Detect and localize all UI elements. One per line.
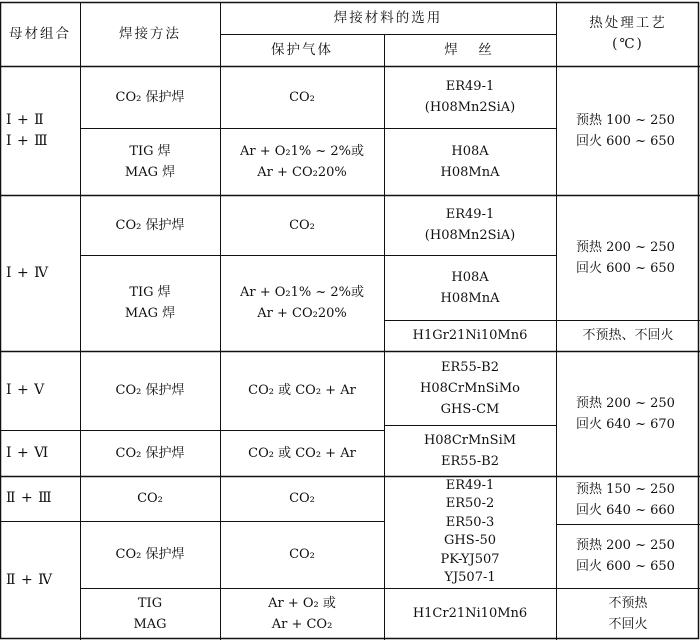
header-heat	[556, 2, 700, 66]
header-heat-line2: (℃)	[612, 36, 644, 52]
heat-text: 不预热、不回火	[582, 328, 674, 343]
gas-text: Ar + CO₂	[271, 616, 333, 632]
wire-text: (H08Mn2SiA)	[424, 228, 516, 243]
heat-text: 不预热	[608, 595, 648, 611]
heat-text: 不回火	[608, 616, 648, 632]
method-cell	[80, 66, 220, 128]
gas-cell	[220, 66, 384, 128]
method-cell	[80, 128, 220, 195]
wire-text: PK-YJ507	[440, 551, 500, 567]
gas-text: Ar + O₂1% ~ 2%或	[239, 143, 365, 159]
heat-cell	[556, 66, 700, 195]
wire-text: H08CrMnSiM	[423, 432, 517, 448]
combo-cell	[0, 195, 80, 351]
method-text: TIG 焊	[129, 143, 171, 159]
method-text: TIG 焊	[129, 285, 171, 300]
gas-cell	[220, 430, 384, 476]
method-text: CO₂ 保护焊	[115, 217, 185, 233]
header-material-group	[220, 2, 556, 34]
heat-cell	[556, 476, 700, 524]
gas-cell	[220, 128, 384, 195]
method-cell	[80, 195, 220, 255]
wire-cell	[384, 320, 556, 351]
combo-cell	[0, 351, 80, 430]
gas-text: CO₂ 或 CO₂ + Ar	[248, 445, 356, 461]
heat-text: 预热 200 ~ 250	[576, 395, 675, 411]
gas-cell	[220, 195, 384, 255]
header-gas-text: 保护气体	[271, 41, 333, 58]
gas-cell	[220, 476, 384, 521]
wire-cell	[384, 66, 556, 128]
wire-text: H08MnA	[440, 164, 500, 180]
combo-text: Ⅰ + Ⅲ	[6, 132, 49, 149]
wire-cell	[384, 128, 556, 195]
method-cell	[80, 521, 220, 588]
heat-text: 预热 200 ~ 250	[576, 239, 675, 255]
heat-text: 回火 640 ~ 660	[576, 503, 675, 518]
combo-text: Ⅰ + Ⅳ	[6, 264, 49, 281]
wire-text: H08A	[451, 143, 489, 159]
combo-cell	[0, 476, 80, 521]
wire-text: H1Cr21Ni10Mn6	[412, 606, 528, 621]
gas-text: CO₂ 或 CO₂ + Ar	[248, 383, 356, 398]
wire-text: ER55-B2	[440, 359, 500, 375]
method-cell	[80, 351, 220, 430]
header-heat-line1: 热处理工艺	[589, 15, 667, 31]
method-text: CO₂ 保护焊	[115, 383, 185, 398]
gas-cell	[220, 255, 384, 351]
wire-text: H08MnA	[440, 290, 500, 306]
method-text: MAG 焊	[124, 306, 176, 321]
header-material-group-text: 焊接材料的选用	[333, 9, 443, 26]
method-cell	[80, 430, 220, 476]
combo-cell	[0, 430, 80, 476]
wire-cell	[384, 425, 556, 476]
header-gas	[220, 34, 384, 66]
method-text: TIG	[137, 595, 163, 611]
method-cell	[80, 588, 220, 639]
wire-cell	[384, 255, 556, 320]
combo-cell	[0, 66, 80, 195]
wire-text: H08A	[451, 269, 489, 285]
wire-text: GHS-50	[443, 533, 497, 548]
wire-text: GHS-CM	[440, 401, 500, 417]
gas-text: CO₂	[289, 491, 315, 506]
gas-cell	[220, 351, 384, 430]
heat-text: 回火 600 ~ 650	[576, 559, 675, 574]
wire-text: (H08Mn2SiA)	[424, 100, 516, 115]
combo-text: Ⅰ + Ⅵ	[6, 444, 49, 461]
wire-text: ER49-1	[445, 79, 495, 94]
wire-text: H08CrMnSiMo	[420, 380, 520, 396]
gas-text: Ar + O₂1% ~ 2%或	[239, 285, 365, 300]
heat-text: 预热 200 ~ 250	[576, 538, 675, 553]
method-cell	[80, 476, 220, 521]
method-cell	[80, 255, 220, 351]
wire-text: H1Gr21Ni10Mn6	[412, 328, 528, 343]
heat-text: 预热 100 ~ 250	[576, 112, 675, 128]
heat-cell	[556, 588, 700, 639]
method-text: MAG	[133, 616, 167, 632]
heat-text: 回火 600 ~ 650	[576, 133, 675, 149]
gas-text: Ar + CO₂20%	[257, 164, 347, 180]
wire-text: YJ507-1	[444, 570, 496, 585]
method-text: CO₂ 保护焊	[115, 445, 185, 461]
wire-cell	[384, 195, 556, 255]
wire-list-cell	[384, 476, 556, 588]
method-text: CO₂ 保护焊	[115, 89, 185, 105]
heat-cell	[556, 320, 700, 351]
combo-cell	[0, 521, 80, 639]
heat-cell	[556, 351, 700, 476]
wire-cell	[384, 351, 556, 425]
gas-text: Ar + O₂ 或	[268, 595, 336, 611]
method-text: MAG 焊	[124, 164, 176, 180]
heat-text: 回火 600 ~ 650	[576, 260, 675, 276]
wire-cell	[384, 588, 556, 639]
header-base-combo	[0, 2, 80, 66]
wire-text: ER49-1	[445, 477, 495, 493]
combo-text: Ⅱ + Ⅳ	[6, 571, 53, 588]
gas-text: CO₂	[289, 217, 315, 233]
header-wire-text: 焊 丝	[444, 41, 496, 58]
heat-text: 预热 150 ~ 250	[576, 482, 675, 497]
heat-cell	[556, 195, 700, 320]
wire-text: ER49-1	[445, 207, 495, 222]
gas-text: CO₂	[289, 547, 315, 562]
combo-text: Ⅱ + Ⅲ	[6, 490, 53, 506]
combo-text: Ⅰ + Ⅱ	[6, 111, 45, 128]
header-method-text: 焊接方法	[119, 25, 181, 42]
gas-text: CO₂	[289, 89, 315, 105]
wire-text: ER50-2	[445, 496, 495, 511]
heat-text: 回火 640 ~ 670	[576, 416, 675, 432]
gas-cell	[220, 588, 384, 639]
wire-text: ER55-B2	[440, 453, 500, 469]
method-text: CO₂	[137, 491, 163, 506]
gas-cell	[220, 521, 384, 588]
method-text: CO₂ 保护焊	[115, 547, 185, 562]
header-base-combo-text: 母材组合	[9, 25, 71, 42]
gas-text: Ar + CO₂20%	[257, 306, 347, 321]
header-wire	[384, 34, 556, 66]
combo-text: Ⅰ + Ⅴ	[6, 382, 45, 398]
header-method	[80, 2, 220, 66]
wire-text: ER50-3	[445, 514, 495, 530]
heat-cell	[556, 524, 700, 588]
